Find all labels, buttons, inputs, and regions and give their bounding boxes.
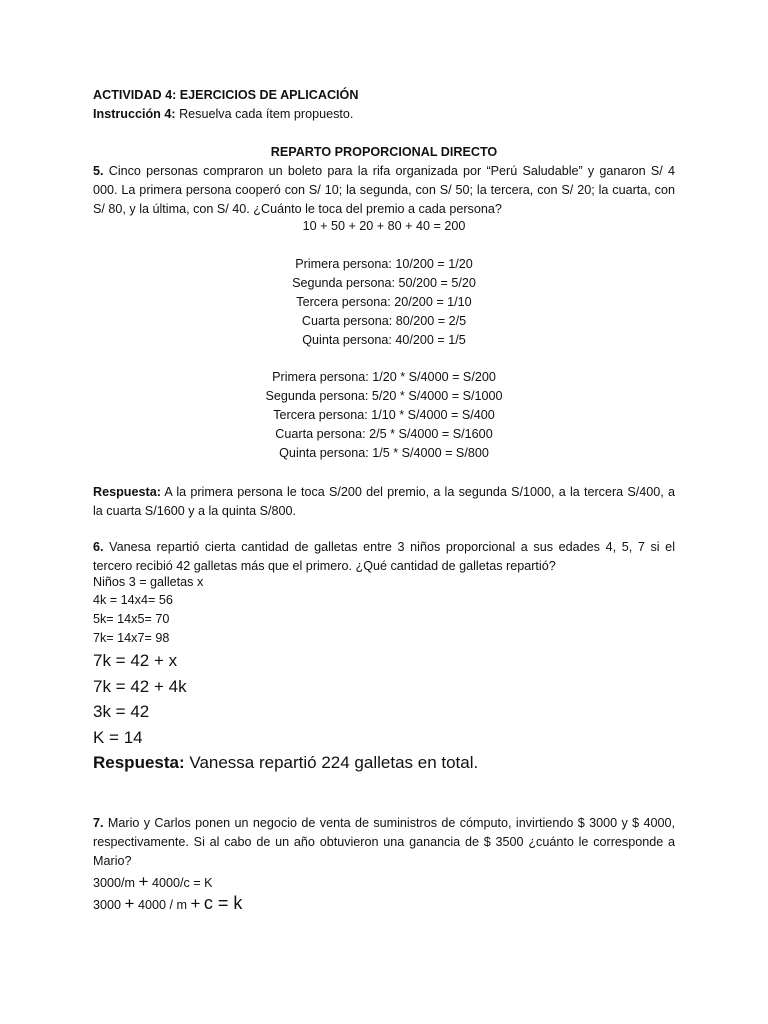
ex7-statement-text: Mario y Carlos ponen un negocio de venta de suministros de cómputo, invirtiendo $ 3000 y $ 4000, respectivamente. Si al cabo de un año obtuvieron una ganancia de $ 3500 ¿cuánto le corresponde a Mario? bbox=[93, 816, 675, 868]
ex7-eq2-b: 4000 / m bbox=[137, 898, 187, 912]
ex5-fraction-1: Primera persona: 10/200 = 1/20 bbox=[295, 257, 473, 271]
ex6-work-2: 4k = 14x4= 56 bbox=[93, 593, 173, 607]
section-title bbox=[93, 145, 675, 159]
ex5-answer bbox=[93, 483, 675, 521]
section-title-text: REPARTO PROPORCIONAL DIRECTO bbox=[270, 145, 498, 159]
ex5-number: 5. bbox=[93, 164, 104, 178]
ex5-statement bbox=[93, 162, 675, 219]
activity-title-text: ACTIVIDAD 4: EJERCICIOS DE APLICACIÓN bbox=[93, 88, 359, 102]
ex6-eq-3: 3k = 42 bbox=[93, 702, 150, 721]
ex5-fraction-5: Quinta persona: 40/200 = 1/5 bbox=[302, 333, 466, 347]
ex6-answer-label: Respuesta: bbox=[93, 753, 185, 772]
ex6-work-3: 5k= 14x5= 70 bbox=[93, 612, 170, 626]
ex7-eq-1 bbox=[93, 872, 213, 892]
ex6-number: 6. bbox=[93, 540, 104, 554]
ex6-statement-text: Vanesa repartió cierta cantidad de galletas entre 3 niños proporcional a sus edades 4, 5, 7 si el tercero recibió 42 galletas más que el primero. ¿Qué cantidad de galletas repartió? bbox=[93, 540, 675, 573]
ex5-amount-5: Quinta persona: 1/5 * S/4000 = S/800 bbox=[279, 446, 489, 460]
ex7-eq1-a: 3000/m bbox=[93, 876, 136, 890]
instruction-label: Instrucción 4: bbox=[93, 107, 176, 121]
ex5-fraction-3: Tercera persona: 20/200 = 1/10 bbox=[296, 295, 472, 309]
activity-title bbox=[93, 88, 358, 102]
ex6-work-4: 7k= 14x7= 98 bbox=[93, 631, 170, 645]
ex5-answer-label: Respuesta: bbox=[93, 485, 161, 499]
ex5-statement-text: Cinco personas compraron un boleto para la rifa organizada por “Perú Saludable” y ganaron S/ 4 000. La primera persona cooperó con S/ 10; la segunda, con S/ 50; la tercera, con S/ 20; la cuarta, con S/ 80, y la última, con S/ 40. ¿Cuánto le toca del premio a cada persona? bbox=[93, 164, 675, 216]
ex6-eq-4: K = 14 bbox=[93, 728, 143, 747]
ex7-eq2-plus: + bbox=[124, 894, 135, 913]
ex5-fraction-4: Cuarta persona: 80/200 = 2/5 bbox=[301, 314, 467, 328]
ex7-eq1-plus: + bbox=[138, 872, 149, 891]
ex5-amount-4: Cuarta persona: 2/5 * S/4000 = S/1600 bbox=[275, 427, 493, 441]
ex7-eq1-b: 4000/c = K bbox=[151, 876, 213, 890]
ex5-fraction-2: Segunda persona: 50/200 = 5/20 bbox=[292, 276, 476, 290]
ex5-amount-3: Tercera persona: 1/10 * S/4000 = S/400 bbox=[273, 408, 495, 422]
ex7-number: 7. bbox=[93, 816, 104, 830]
ex7-eq2-c: c = k bbox=[203, 893, 243, 913]
ex7-eq2-plus-2: + bbox=[190, 894, 201, 913]
ex5-amount-1: Primera persona: 1/20 * S/4000 = S/200 bbox=[272, 370, 496, 384]
ex6-answer-text: Vanessa repartió 224 galletas en total. bbox=[184, 753, 479, 772]
ex6-answer bbox=[93, 753, 478, 773]
ex5-sum: 10 + 50 + 20 + 80 + 40 = 200 bbox=[302, 219, 466, 233]
ex6-statement bbox=[93, 538, 675, 576]
ex6-eq-2: 7k = 42 + 4k bbox=[93, 677, 187, 696]
ex5-amount-2: Segunda persona: 5/20 * S/4000 = S/1000 bbox=[265, 389, 503, 403]
instruction bbox=[93, 107, 353, 121]
ex5-answer-text: A la primera persona le toca S/200 del premio, a la segunda S/1000, a la tercera S/400, a la cuarta S/1600 y a la quinta S/800. bbox=[93, 485, 675, 518]
ex7-eq2-a: 3000 bbox=[93, 898, 122, 912]
ex6-work-1: Niños 3 = galletas x bbox=[93, 575, 204, 589]
ex6-eq-1: 7k = 42 + x bbox=[93, 651, 178, 670]
ex7-eq-2 bbox=[93, 893, 242, 914]
instruction-text: Resuelva cada ítem propuesto. bbox=[175, 107, 354, 121]
ex7-statement bbox=[93, 814, 675, 871]
